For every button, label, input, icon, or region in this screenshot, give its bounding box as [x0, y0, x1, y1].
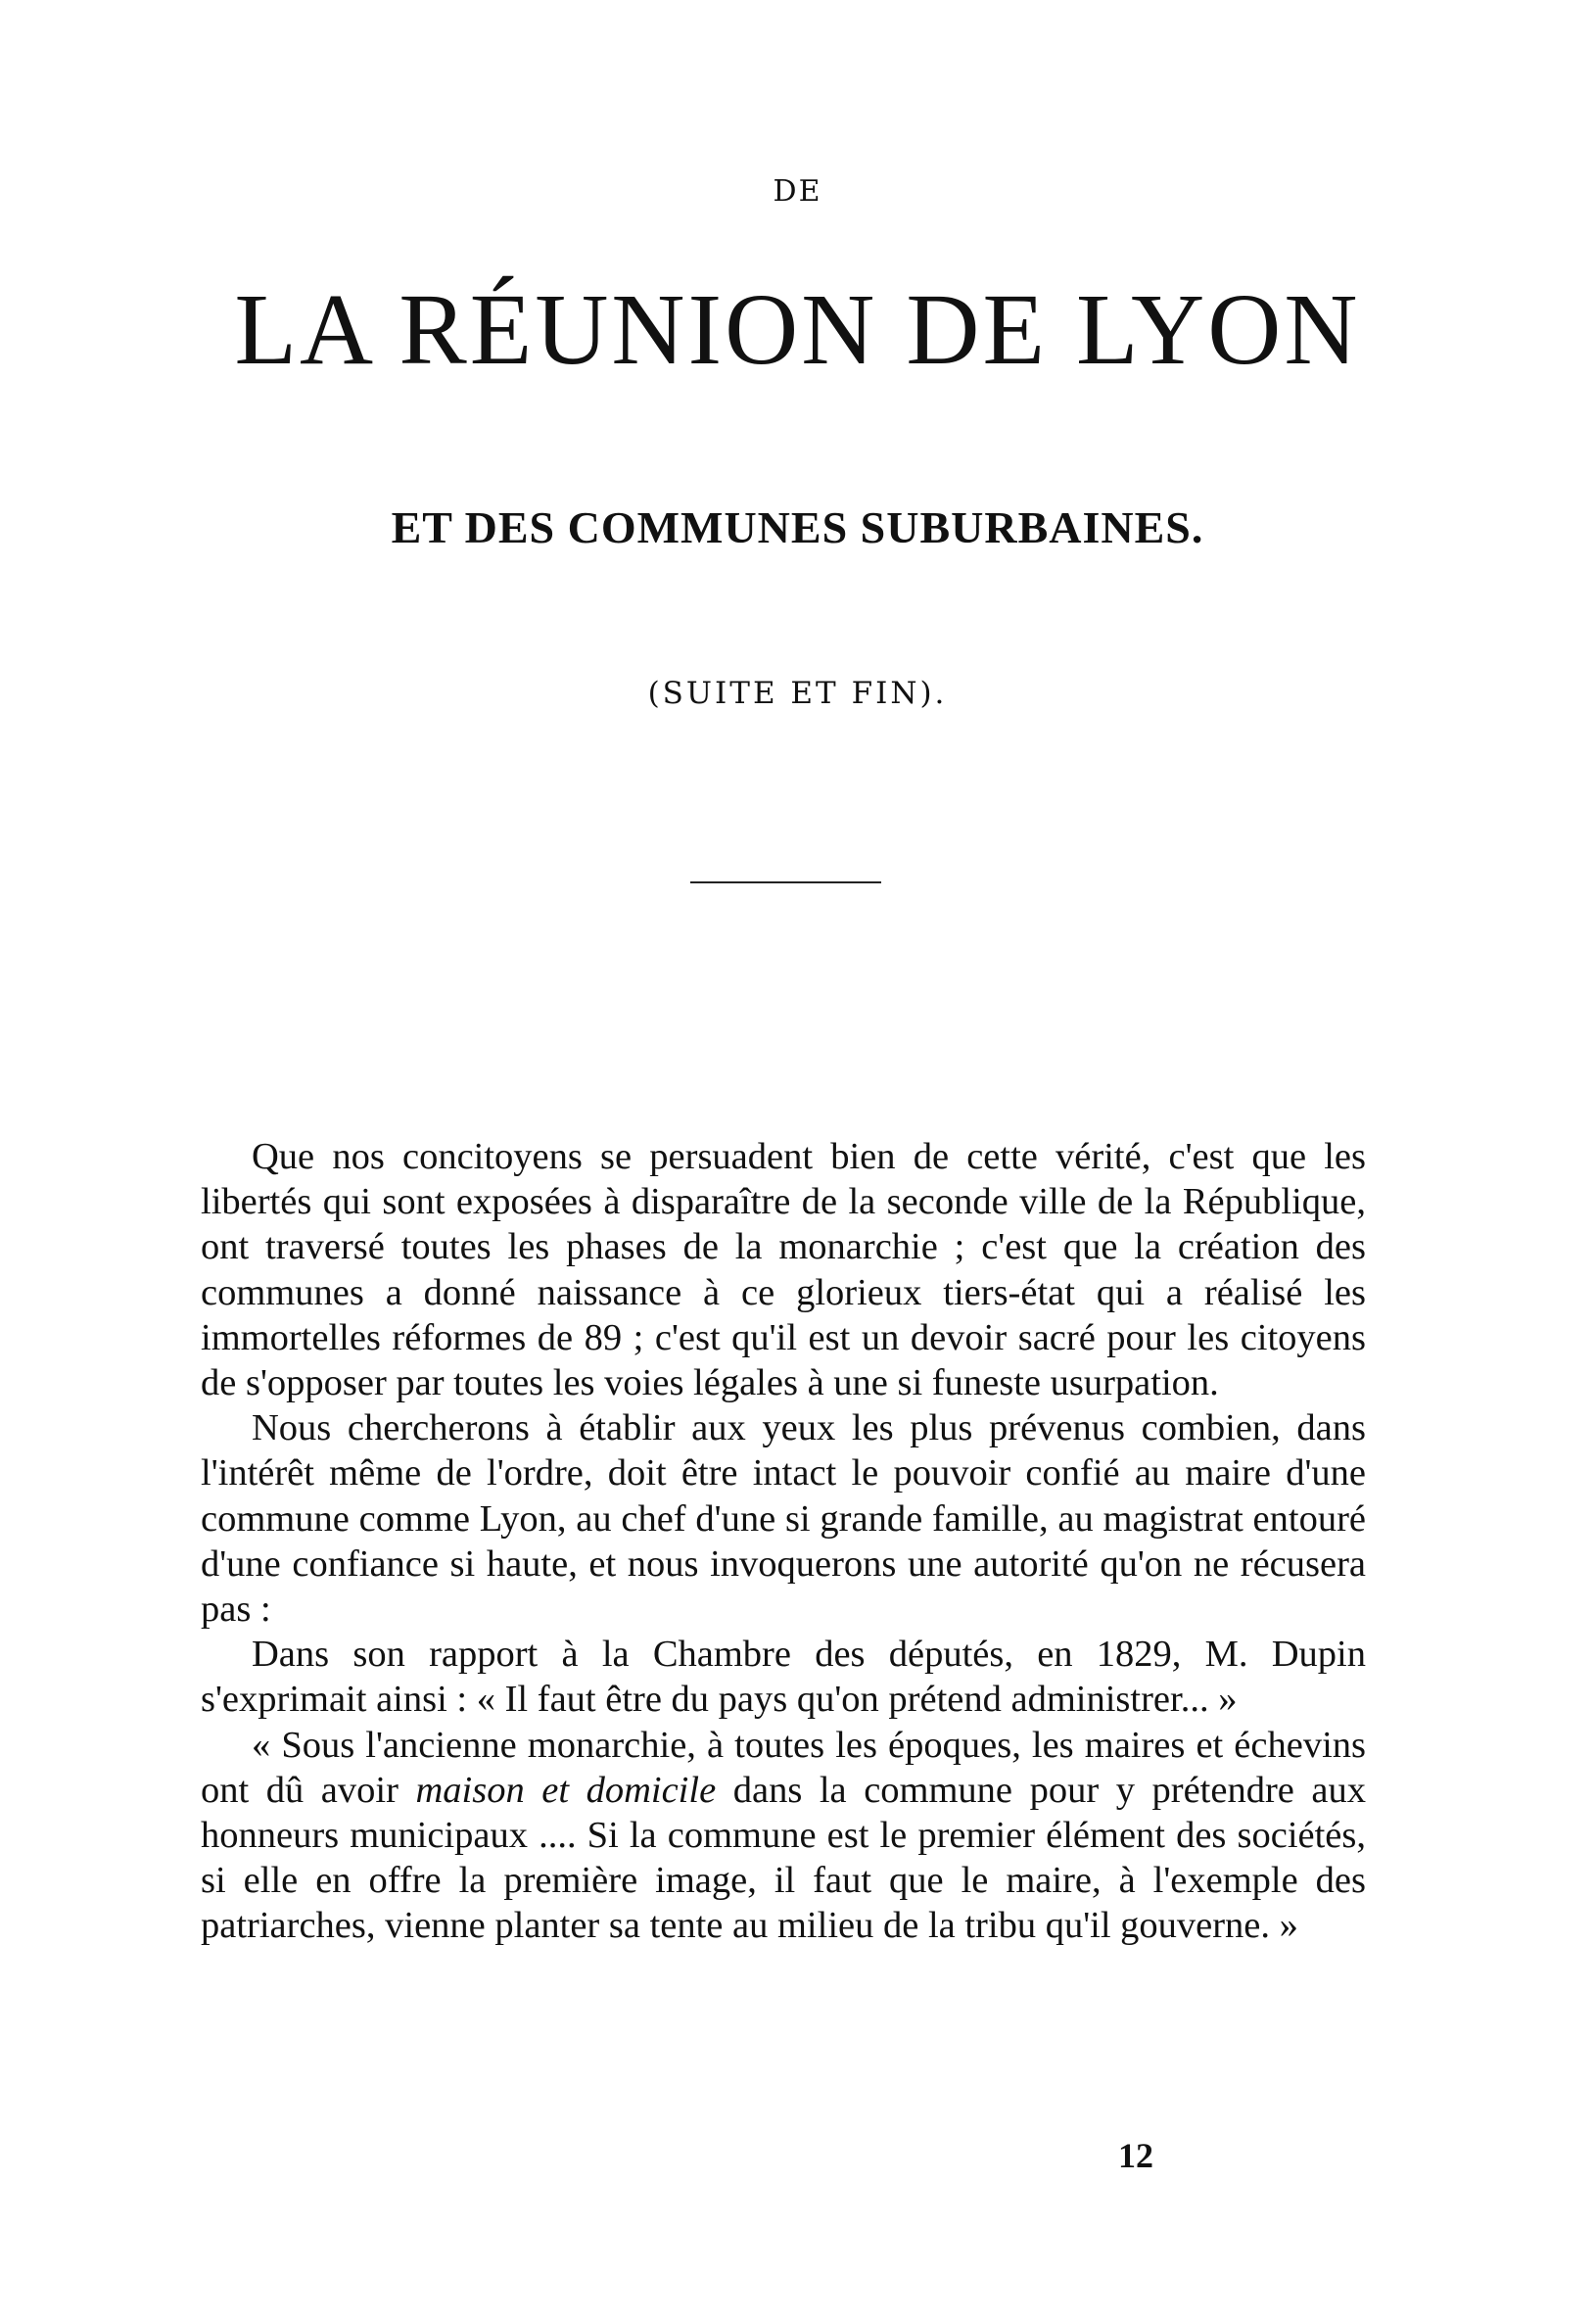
page-number: 12	[1118, 2136, 1153, 2175]
section-divider	[690, 881, 881, 883]
paragraph: Nous chercherons à établir aux yeux les plus prévenus combien, dans l'intérêt même de l'ordre, doit être intact le pouvoir confié au maire d'une commune comme Lyon, au chef d'une si grande famille, au magistrat entouré d'une confiance si haute, et nous invoquerons une autorité qu'on ne récusera pas :	[201, 1407, 1366, 1631]
continuation-label: (SUITE ET FIN).	[647, 676, 948, 711]
paragraph-text: « Sous l'ancienne monarchie, à toutes les époques, les maires et échevins ont dû avoir	[201, 1724, 1366, 1811]
page-title: LA RÉUNION DE LYON	[234, 273, 1361, 386]
body-text	[201, 1134, 1366, 1949]
paragraph	[201, 1723, 1366, 1949]
over-title: DE	[773, 174, 822, 209]
subtitle: ET DES COMMUNES SUBURBAINES.	[391, 502, 1204, 552]
paragraph-text: dans la commune pour y prétendre aux honneurs municipaux .... Si la commune est le premier élément des sociétés, si elle en offre la première image, il faut que le maire, à l'exemple des patriarches, vienne planter sa tente au milieu de la tribu qu'il gouverne. »	[201, 1769, 1366, 1947]
paragraph: Que nos concitoyens se persuadent bien de cette vérité, c'est que les libertés qui sont exposées à disparaître de la seconde ville de la République, ont traversé toutes les phases de la monarchie ; c'est que la création des communes a donné naissance à ce glorieux tiers-état qui a réalisé les immortelles réformes de 89 ; c'est qu'il est un devoir sacré pour les citoyens de s'opposer par toutes les voies légales à une si funeste usurpation.	[201, 1136, 1366, 1404]
paragraph: Dans son rapport à la Chambre des députés, en 1829, M. Dupin s'exprimait ainsi : « Il faut être du pays qu'on prétend administrer... »	[201, 1634, 1366, 1721]
emphasized-text: maison et domicile	[415, 1769, 717, 1811]
